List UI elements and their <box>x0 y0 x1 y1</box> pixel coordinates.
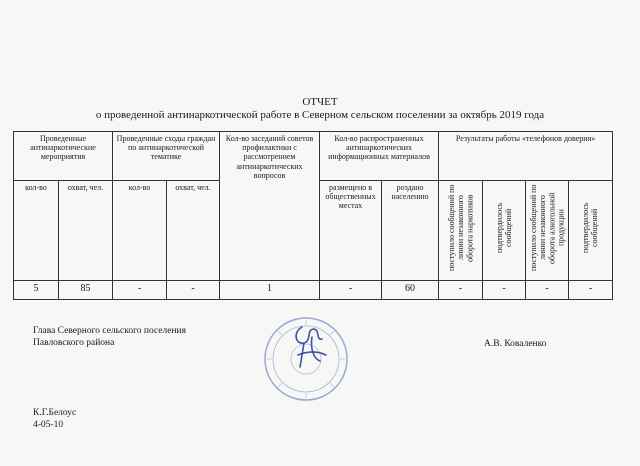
subheader-drug-reports: поступило сообщений по линии незаконного оборота наркотиков <box>439 181 483 281</box>
cell-councils: 1 <box>220 281 320 300</box>
cell-materials-handed: 60 <box>382 281 439 300</box>
cell-alcohol-reports: - <box>526 281 569 300</box>
cell-gatherings-count: - <box>113 281 167 300</box>
subheader-gatherings-count: кол-во <box>113 181 167 281</box>
subheader-events-reach: охват, чел. <box>59 181 113 281</box>
report-subtitle: о проведенной антинаркотической работе в Северном сельском поселении за октябрь 2019 года <box>95 109 545 121</box>
subheader-alcohol-confirmed: подтвердилось сообщений <box>569 181 613 281</box>
cell-materials-posted: - <box>320 281 382 300</box>
cell-drug-reports: - <box>439 281 483 300</box>
executor-phone: 4-05-10 <box>33 420 64 430</box>
cell-events-count: 5 <box>14 281 59 300</box>
handwritten-signature <box>262 315 350 403</box>
signatory-name: А.В. Коваленко <box>484 339 547 349</box>
signatory-position <box>33 325 186 349</box>
header-hotline: Результаты работы «телефонов доверия» <box>439 132 613 181</box>
cell-alcohol-confirmed: - <box>569 281 613 300</box>
header-materials: Кол-во распространенных антинаркотических информационных материалов <box>320 132 439 181</box>
table-header-row <box>14 132 613 181</box>
cell-events-reach: 85 <box>59 281 113 300</box>
subheader-events-count: кол-во <box>14 181 59 281</box>
position-line-1: Глава Северного сельского поселения <box>33 326 186 336</box>
subheader-gatherings-reach: охват, чел. <box>167 181 220 281</box>
subheader-alcohol-reports: поступило сообщений по линии незаконного оборота алкогольной продукции <box>526 181 569 281</box>
report-title: ОТЧЕТ <box>302 96 338 108</box>
table-row <box>14 281 613 300</box>
cell-gatherings-reach: - <box>167 281 220 300</box>
header-events: Проведенные антинаркотические мероприятия <box>14 132 113 181</box>
subheader-drug-confirmed: подтвердилось сообщений <box>483 181 526 281</box>
subheader-materials-handed: роздано населению <box>382 181 439 281</box>
report-table <box>13 131 613 300</box>
header-councils: Кол-во заседаний советов профилактики с рассмотрением антинаркотических вопросов <box>220 132 320 281</box>
contact-block <box>33 407 76 431</box>
position-line-2: Павловского района <box>33 338 115 348</box>
executor-name: К.Г.Белоус <box>33 408 77 418</box>
header-gatherings: Проведенные сходы граждан по антинаркотической тематике <box>113 132 220 181</box>
subheader-materials-posted: размещено в общественных местах <box>320 181 382 281</box>
cell-drug-confirmed: - <box>483 281 526 300</box>
